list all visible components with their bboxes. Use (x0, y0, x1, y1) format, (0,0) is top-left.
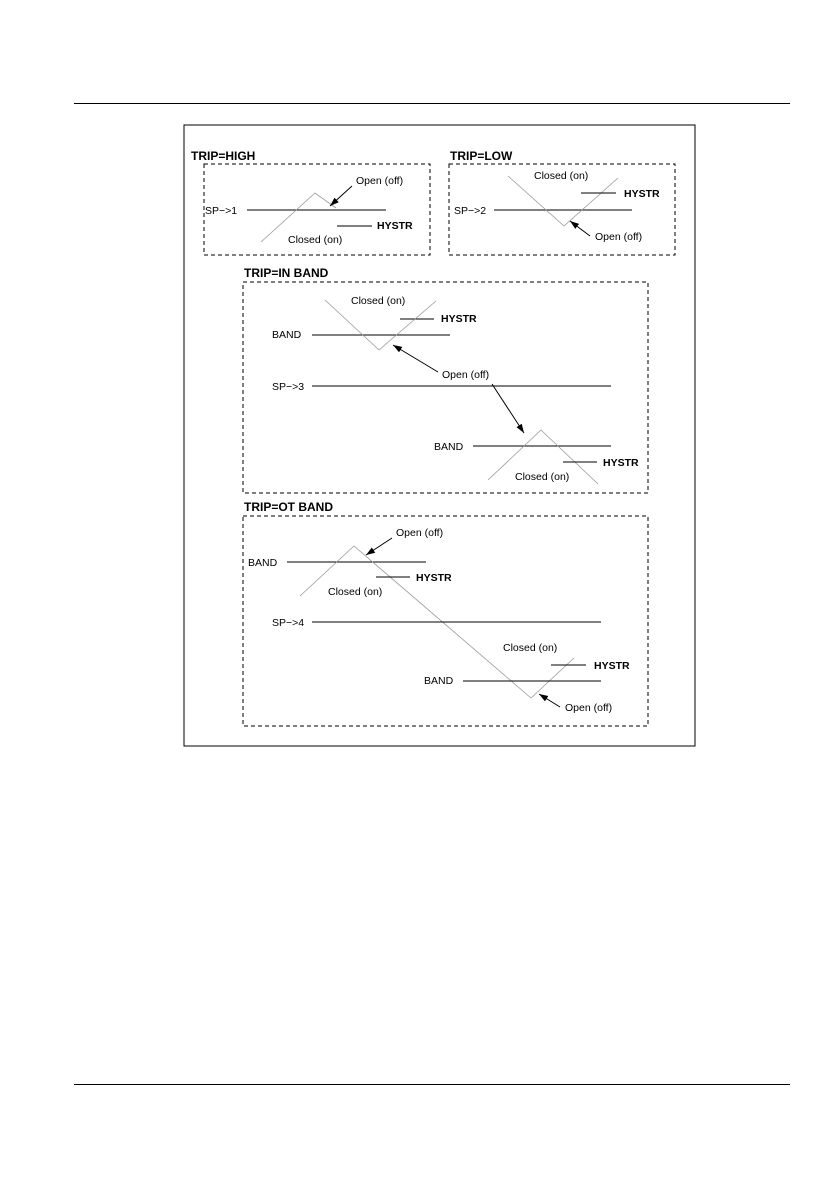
panel-trip-in-band (243, 266, 648, 493)
hysteresis-label: HYSTR (624, 188, 660, 200)
open-arrow-upper (366, 538, 392, 555)
open-arrow-upper (393, 345, 438, 372)
open-upper-label: Open (off) (396, 527, 444, 539)
open-arrow-lower (492, 384, 524, 433)
signal-trace (508, 176, 618, 226)
panel-trip-high (191, 149, 430, 255)
open-lower-label: Open (off) (565, 702, 613, 714)
band-lower-label: BAND (424, 675, 454, 687)
open-state-arrow (570, 221, 590, 236)
closed-state-label: Closed (on) (534, 170, 589, 182)
setpoint-label: SP−>3 (272, 381, 305, 393)
closed-lower-label: Closed (on) (503, 642, 558, 654)
band-upper-label: BAND (248, 557, 278, 569)
hysteresis-lower-label: HYSTR (594, 660, 630, 672)
panel-title: TRIP=OT BAND (244, 500, 334, 514)
panel-trip-low (449, 149, 675, 255)
closed-state-label: Closed (on) (288, 234, 343, 246)
open-state-arrow (330, 186, 352, 206)
open-arrow-lower (539, 694, 560, 707)
closed-upper-label: Closed (on) (328, 586, 383, 598)
hysteresis-upper-label: HYSTR (416, 572, 452, 584)
open-state-label: Open (off) (356, 175, 404, 187)
panel-title: TRIP=HIGH (191, 149, 256, 163)
setpoint-label: SP−>4 (272, 617, 305, 629)
figure-frame (184, 125, 695, 746)
panel-trip-out-band (243, 500, 648, 726)
closed-upper-label: Closed (on) (351, 295, 406, 307)
open-state-label: Open (off) (595, 231, 643, 243)
signal-trace (325, 300, 436, 350)
hysteresis-lower-label: HYSTR (603, 457, 639, 469)
closed-lower-label: Closed (on) (515, 471, 570, 483)
setpoint-label: SP−>1 (205, 205, 238, 217)
open-state-label: Open (off) (442, 369, 490, 381)
band-lower-label: BAND (434, 441, 464, 453)
hysteresis-label: HYSTR (377, 220, 413, 232)
band-upper-label: BAND (272, 329, 302, 341)
hysteresis-upper-label: HYSTR (441, 313, 477, 325)
panel-title: TRIP=IN BAND (244, 266, 329, 280)
setpoint-label: SP−>2 (454, 205, 487, 217)
panel-title: TRIP=LOW (450, 149, 513, 163)
